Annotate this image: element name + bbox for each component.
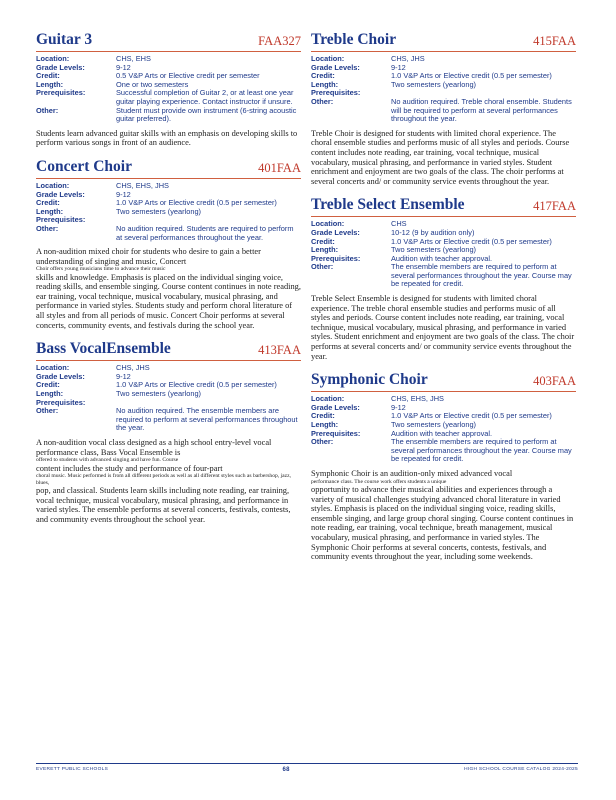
info-label: Length: bbox=[36, 389, 64, 399]
info-label: Prerequisites: bbox=[36, 215, 86, 225]
course-description bbox=[311, 294, 576, 361]
info-label: Length: bbox=[311, 245, 339, 255]
info-value: Audition with teacher approval. bbox=[391, 253, 493, 263]
course-title: Treble Select Ensemble bbox=[311, 196, 465, 214]
info-row bbox=[36, 225, 301, 242]
info-label: Location: bbox=[311, 219, 345, 229]
info-value: CHS, EHS bbox=[116, 54, 151, 63]
info-label: Grade Levels: bbox=[311, 227, 360, 237]
info-value: Two semesters (yearlong) bbox=[391, 245, 477, 255]
description-text: skills and knowledge. Emphasis is placed on the individual singing voice, reading skills, and ensemble singing. Course content continues in note reading, ear training, vocal technique, musical vocabulary, musical phrasing, and performance in varied styles. Students study and perform choral literature of all styles and from all periods of music. Concert Choir performs at several concerts, community events, and festivals during the school year. bbox=[36, 272, 301, 330]
info-label: Other: bbox=[36, 223, 59, 233]
course-code: 413FAA bbox=[258, 343, 301, 358]
info-label: Prerequisites: bbox=[311, 253, 361, 263]
description-text: Students learn advanced guitar skills with an emphasis on developing skills to perform various songs in front of an audience. bbox=[36, 128, 298, 148]
description-note: Choir offers young musicians time to advance their music bbox=[36, 266, 166, 273]
info-value: 9-12 bbox=[116, 371, 131, 381]
course-title: Concert Choir bbox=[36, 157, 132, 175]
course-block bbox=[36, 155, 301, 330]
info-value: 9-12 bbox=[116, 189, 131, 199]
description-text: pop, and classical. Students learn skills including note reading, ear training, vocal technique, musical vocabulary, musical phrasing, and performance in varied styles. The ensemble performs at several concerts, festivals, contests, and community events throughout the school year. bbox=[36, 486, 291, 524]
info-row bbox=[36, 407, 301, 433]
info-label: Length: bbox=[36, 79, 64, 89]
info-value: Two semesters (yearlong) bbox=[116, 206, 202, 216]
course-title: Bass VocalEnsemble bbox=[36, 340, 171, 358]
course-title: Treble Choir bbox=[311, 31, 397, 48]
page-footer bbox=[36, 763, 578, 773]
info-label: Length: bbox=[36, 206, 64, 216]
description-text: Symphonic Choir is an audition-only mixed advanced vocal bbox=[311, 468, 513, 478]
course-info-table bbox=[311, 55, 576, 124]
course-block bbox=[36, 28, 301, 148]
info-value: 10-12 (9 by audition only) bbox=[391, 227, 475, 237]
description-text: A non-audition mixed choir for students who desire to gain a better understanding of singing and music, Concert bbox=[36, 247, 261, 266]
info-label: Grade Levels: bbox=[36, 62, 85, 72]
info-value: No audition required. Students are required to perform at several performances throughout the year. bbox=[116, 223, 294, 242]
info-label: Prerequisites: bbox=[311, 88, 361, 98]
info-label: Credit: bbox=[311, 411, 335, 421]
info-value: 9-12 bbox=[391, 402, 406, 412]
info-value: Two semesters (yearlong) bbox=[391, 420, 477, 429]
info-label: Prerequisites: bbox=[36, 397, 86, 407]
footer-district: EVERETT PUBLIC SCHOOLS bbox=[36, 767, 109, 772]
course-description bbox=[36, 129, 301, 148]
info-value: 9-12 bbox=[391, 62, 406, 72]
course-block bbox=[311, 193, 576, 361]
info-value: CHS bbox=[391, 219, 407, 229]
info-label: Prerequisites: bbox=[36, 88, 86, 98]
course-header bbox=[311, 193, 576, 217]
info-row bbox=[311, 438, 576, 464]
info-value: 1.0 V&P Arts or Elective credit (0.5 per semester) bbox=[116, 198, 277, 208]
info-label: Grade Levels: bbox=[311, 402, 360, 412]
course-info-table bbox=[36, 182, 301, 242]
course-info-table bbox=[311, 395, 576, 464]
description-note: offered to students with advanced singing and have fun. Course bbox=[36, 457, 179, 464]
info-label: Location: bbox=[36, 180, 70, 190]
course-code: 401FAA bbox=[258, 160, 301, 175]
course-description bbox=[311, 129, 576, 187]
left-column bbox=[36, 28, 301, 531]
info-value: 1.0 V&P Arts or Elective credit (0.5 per semester) bbox=[391, 411, 552, 421]
course-code: 417FAA bbox=[533, 199, 576, 214]
footer-catalog: HIGH SCHOOL COURSE CATALOG 2024-2025 bbox=[464, 767, 578, 772]
description-text: content includes the study and performance of four-part bbox=[36, 463, 223, 473]
info-label: Location: bbox=[311, 394, 345, 404]
page-number: 68 bbox=[282, 767, 290, 773]
course-title: Symphonic Choir bbox=[311, 371, 428, 389]
course-block bbox=[311, 368, 576, 562]
info-value: CHS, JHS bbox=[391, 54, 425, 63]
course-description bbox=[311, 469, 576, 562]
info-value: Student must provide own instrument (6-string acoustic guitar preferred). bbox=[116, 105, 297, 124]
info-value: No audition required. The ensemble members are required to perform at several performances throughout the year. bbox=[116, 406, 298, 433]
info-value: The ensemble members are required to perform at several performances throughout the year. Course may be repeated for credit. bbox=[391, 262, 572, 289]
course-header bbox=[36, 337, 301, 361]
course-info-table bbox=[311, 220, 576, 289]
info-label: Grade Levels: bbox=[36, 189, 85, 199]
info-value: CHS, EHS, JHS bbox=[116, 180, 169, 190]
description-text: opportunity to advance their musical abilities and experiences through a variety of musical challenges studying advanced choral literature in varied styles. Emphasis is placed on the individual singing voice, reading skills, ensemble singing, and large group choral singing. Course content continues in note reading, ear training, vocal technique, breath management, musical vocabulary, musical phrasing, and performance in varied styles. The Symphonic Choir performs at several concerts, contests, festivals, and community events throughout the year, including some weekends. bbox=[311, 484, 574, 562]
description-text: Treble Select Ensemble is designed for students with limited choral experience. The treble choral ensemble studies and performs music of all styles and periods. Course content includes note reading, ear training, vocal technique, musical vocabulary, musical phrasing, and performance in varied styles. Student enrichment and enjoyment are two goals of the class. The choir performs at several concerts and/ or community service events throughout the year. bbox=[311, 294, 575, 361]
info-label: Other: bbox=[311, 437, 334, 447]
info-label: Prerequisites: bbox=[311, 428, 361, 438]
info-label: Other: bbox=[311, 96, 334, 106]
info-value: 0.5 V&P Arts or Elective credit per semester bbox=[116, 71, 260, 81]
info-label: Grade Levels: bbox=[36, 371, 85, 381]
info-value: 1.0 V&P Arts or Elective credit (0.5 per semester) bbox=[391, 236, 552, 246]
info-row bbox=[311, 98, 576, 124]
course-header bbox=[311, 28, 576, 52]
course-description bbox=[36, 438, 301, 524]
info-label: Length: bbox=[311, 420, 339, 429]
course-code: FAA327 bbox=[258, 34, 301, 48]
info-value: The ensemble members are required to perform at several performances throughout the year. Course may be repeated for credit. bbox=[391, 437, 572, 464]
course-info-table bbox=[36, 364, 301, 433]
info-row bbox=[311, 263, 576, 289]
course-header bbox=[36, 155, 301, 179]
info-value: 9-12 bbox=[116, 62, 131, 72]
info-label: Other: bbox=[311, 262, 334, 272]
right-column bbox=[311, 28, 576, 569]
info-value: One or two semesters bbox=[116, 79, 189, 89]
info-label: Location: bbox=[36, 363, 70, 373]
info-label: Other: bbox=[36, 105, 59, 115]
course-description bbox=[36, 247, 301, 330]
info-value: Audition with teacher approval. bbox=[391, 428, 493, 438]
info-label: Credit: bbox=[311, 71, 335, 81]
info-label: Credit: bbox=[311, 236, 335, 246]
info-label: Length: bbox=[311, 79, 339, 89]
info-value: Two semesters (yearlong) bbox=[116, 389, 202, 399]
info-label: Credit: bbox=[36, 380, 60, 390]
course-code: 403FAA bbox=[533, 374, 576, 389]
course-block bbox=[311, 28, 576, 186]
description-note: performance class. The course work offers students a unique bbox=[311, 478, 447, 485]
course-header bbox=[311, 368, 576, 392]
description-text: A non-audition vocal class designed as a high school entry-level vocal performance class, Bass Vocal Ensemble is bbox=[36, 438, 272, 457]
course-code: 415FAA bbox=[533, 34, 576, 48]
info-value: CHS, EHS, JHS bbox=[391, 394, 444, 404]
info-value: Two semesters (yearlong) bbox=[391, 79, 477, 89]
info-value: No audition required. Treble choral ensemble. Students will be required to perform at several performances throughout the year. bbox=[391, 96, 572, 124]
info-label: Location: bbox=[36, 54, 70, 63]
course-header bbox=[36, 28, 301, 52]
info-value: 1.0 V&P Arts or Elective credit (0.5 per semester) bbox=[391, 71, 552, 81]
info-label: Grade Levels: bbox=[311, 62, 360, 72]
info-value: CHS, JHS bbox=[116, 363, 150, 373]
info-label: Other: bbox=[36, 406, 59, 416]
info-label: Credit: bbox=[36, 71, 60, 81]
info-row bbox=[36, 89, 301, 106]
info-label: Credit: bbox=[36, 198, 60, 208]
course-info-table bbox=[36, 55, 301, 124]
course-title: Guitar 3 bbox=[36, 31, 93, 48]
course-block bbox=[36, 337, 301, 524]
info-row bbox=[36, 107, 301, 124]
description-note: choral music. Music performed is from all different periods as well as all different styles such as barbershop, jazz, blues, bbox=[36, 473, 292, 486]
description-text: Treble Choir is designed for students with limited choral experience. The choral ensemble studies and performs music of all styles and periods. Course content includes note reading, ear training, vocal technique, musical vocabulary, musical phrasing, and performance in varied styles. Student enrichment and enjoyment are two goals of the class. The choir performs at several concerts and/ or community service events throughout the year. bbox=[311, 128, 570, 186]
info-value: Successful completion of Guitar 2, or at least one year guitar playing experience. Contact instructor if unsure. bbox=[116, 88, 294, 106]
info-value: 1.0 V&P Arts or Elective credit (0.5 per semester) bbox=[116, 380, 277, 390]
info-label: Location: bbox=[311, 54, 345, 63]
